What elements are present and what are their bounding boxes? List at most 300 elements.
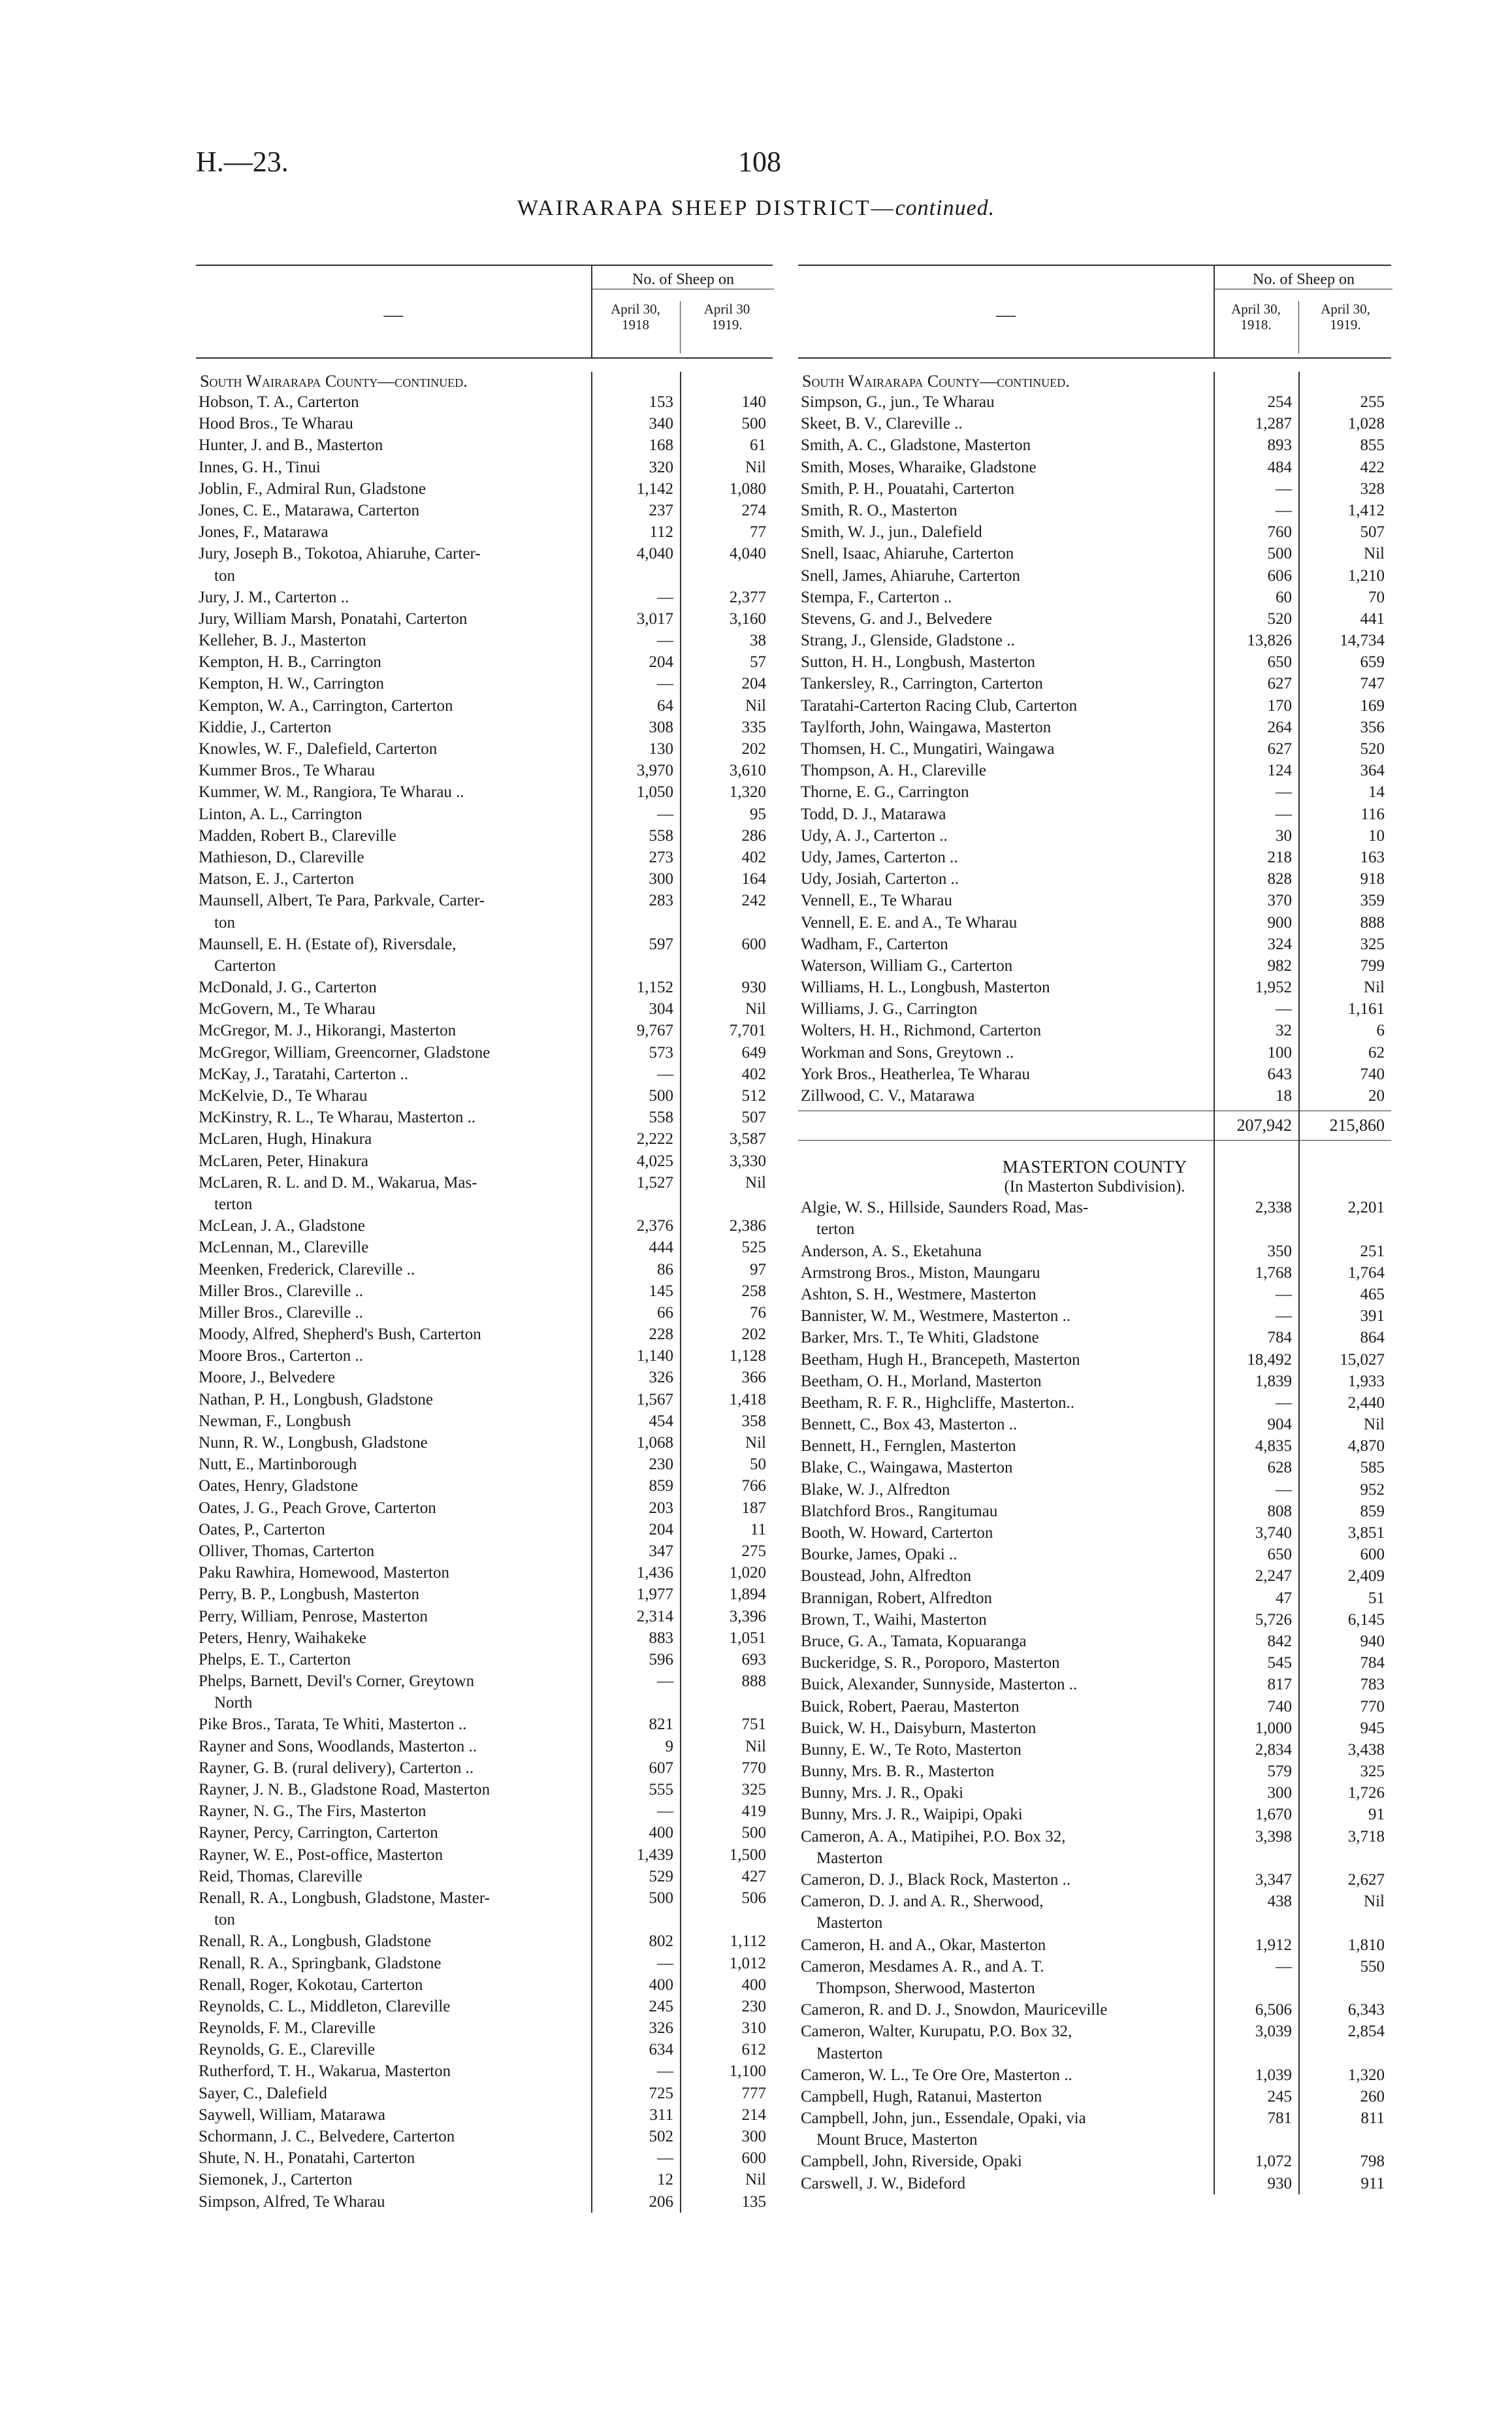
- table-row: [196, 1953, 773, 1974]
- left-table-body: [196, 372, 773, 2213]
- table-row: [798, 1587, 1391, 1609]
- sheep-1919: 1,112: [730, 1932, 766, 1951]
- sheep-1919: 274: [741, 501, 766, 519]
- sheep-1919: 402: [741, 848, 766, 866]
- table-row: [798, 1241, 1391, 1262]
- sheep-1918: 400: [649, 1976, 673, 1994]
- sheep-1919: 1,810: [1347, 1936, 1385, 1954]
- table-row: [196, 2147, 773, 2169]
- entry-name: Nunn, R. W., Longbush, Gladstone: [199, 1434, 428, 1452]
- sheep-1918: 2,338: [1255, 1199, 1292, 1217]
- sheep-1919: 770: [741, 1759, 766, 1777]
- sheep-1919: 1,051: [729, 1629, 766, 1647]
- entry-name: Moore, J., Belvedere: [199, 1369, 335, 1387]
- entry-name: Sutton, H. H., Longbush, Masterton: [801, 653, 1036, 672]
- table-row: [798, 478, 1391, 500]
- table-row: [798, 1064, 1391, 1085]
- sheep-1918: 545: [1267, 1654, 1292, 1672]
- table-row: [196, 1540, 773, 1562]
- sheep-1919: 204: [741, 675, 766, 693]
- table-row: [196, 1432, 773, 1454]
- totals-label: [798, 1111, 1214, 1140]
- sheep-1918: 9: [665, 1737, 673, 1755]
- totals-row: [798, 1111, 1391, 1141]
- sheep-1918: —: [1276, 1393, 1292, 1412]
- sheep-1918: 170: [1267, 696, 1292, 715]
- table-row: [196, 2191, 773, 2213]
- entry-name: Reynolds, F. M., Clareville: [199, 2019, 376, 2038]
- entry-name: Miller Bros., Clareville ..: [199, 1303, 364, 1322]
- table-row: [196, 1215, 773, 1237]
- table-row: [196, 1562, 773, 1584]
- entry-name: Newman, F., Longbush: [199, 1412, 351, 1430]
- table-row: [798, 1826, 1391, 1847]
- table-row: [798, 1414, 1391, 1435]
- sheep-1919: 57: [750, 653, 766, 672]
- sheep-1919: 918: [1360, 870, 1385, 888]
- table-row: [196, 847, 773, 868]
- entry-name: Rayner, Percy, Carrington, Carterton: [199, 1824, 438, 1842]
- sheep-1918: 1,142: [636, 480, 673, 498]
- entry-name: Boustead, John, Alfredton: [801, 1567, 972, 1586]
- entry-name: Perry, William, Penrose, Masterton: [199, 1607, 428, 1625]
- sheep-1918: —: [1276, 501, 1292, 519]
- sheep-1919: 328: [1360, 480, 1385, 498]
- sheep-1919: 3,396: [729, 1607, 766, 1625]
- table-row: [196, 1692, 773, 1714]
- table-row: [196, 1064, 773, 1085]
- table-row: [196, 1670, 773, 1692]
- entry-name: McKelvie, D., Te Wharau: [199, 1087, 368, 1105]
- table-row: [798, 1479, 1391, 1501]
- sheep-1918: 304: [649, 1000, 673, 1018]
- sheep-1919: 612: [741, 2041, 766, 2059]
- page-number: 108: [738, 146, 781, 178]
- table-row: [196, 2083, 773, 2104]
- sheep-1918: 454: [649, 1412, 673, 1430]
- sheep-1919: 251: [1360, 1242, 1385, 1260]
- table-row: [196, 587, 773, 608]
- entry-name: Blake, C., Waingawa, Masterton: [801, 1459, 1013, 1477]
- entry-name: Williams, H. L., Longbush, Masterton: [801, 979, 1050, 997]
- sheep-1918: 484: [1267, 458, 1292, 476]
- entry-name: Rutherford, T. H., Wakarua, Masterton: [199, 2062, 451, 2081]
- sheep-1919: 230: [741, 1997, 766, 2015]
- sheep-1919: 1,210: [1347, 566, 1385, 585]
- sheep-1918: 802: [649, 1932, 673, 1951]
- table-row: [196, 781, 773, 803]
- entry-name: McGovern, M., Te Wharau: [199, 1000, 376, 1018]
- sheep-1919: Nil: [1364, 979, 1385, 997]
- table-row: [196, 760, 773, 781]
- entry-name: Masterton: [816, 1849, 883, 1867]
- entry-name: McLaren, R. L. and D. M., Wakarua, Mas-: [199, 1173, 477, 1192]
- sheep-1919: 1,320: [1347, 2066, 1385, 2084]
- table-row: [798, 912, 1391, 934]
- sheep-1918: 4,835: [1255, 1437, 1292, 1455]
- table-row: [798, 977, 1391, 998]
- entry-name: Carswell, J. W., Bideford: [801, 2174, 966, 2192]
- sheep-1918: 112: [649, 523, 673, 542]
- entry-name: Bunny, Mrs. J. R., Opaki: [801, 1784, 964, 1802]
- entry-name: Udy, Josiah, Carterton ..: [801, 870, 959, 888]
- table-row: [196, 1454, 773, 1475]
- column-rule: [591, 372, 592, 2213]
- table-row: [196, 1800, 773, 1822]
- sheep-1918: 9,767: [636, 1022, 673, 1040]
- entry-name: Campbell, Hugh, Ratanui, Masterton: [801, 2087, 1042, 2106]
- sheep-1919: 888: [1360, 913, 1385, 932]
- table-row: [196, 543, 773, 564]
- sheep-1919: 422: [1360, 458, 1385, 476]
- table-row: [798, 1847, 1391, 1869]
- sheep-1918: 1,152: [636, 979, 673, 997]
- sheep-1919: 1,412: [1347, 501, 1385, 519]
- table-row: [196, 1974, 773, 1996]
- sheep-1918: 1,000: [1255, 1719, 1292, 1737]
- entry-name: Renall, R. A., Longbush, Gladstone, Master-: [199, 1889, 490, 1907]
- table-row: [196, 1107, 773, 1128]
- sheep-header-title: No. of Sheep on: [1215, 266, 1392, 289]
- entry-name: Vennell, E. E. and A., Te Wharau: [801, 913, 1018, 932]
- table-row: [196, 1042, 773, 1064]
- entry-name: Kempton, W. A., Carrington, Carterton: [199, 696, 453, 715]
- table-row: [798, 1085, 1391, 1107]
- table-row: [798, 1782, 1391, 1804]
- sheep-1919: 400: [741, 1976, 766, 1994]
- sheep-1918: 168: [649, 436, 673, 455]
- header-1918-line2: 1918: [622, 317, 649, 333]
- entry-name: Taratahi-Carterton Racing Club, Carterton: [801, 696, 1078, 715]
- sheep-1919: [1298, 2129, 1391, 2151]
- sheep-1918: —: [657, 805, 673, 823]
- sheep-1918: 350: [1267, 1242, 1292, 1260]
- sheep-1919: 600: [741, 2149, 766, 2168]
- sheep-1919: 2,386: [729, 1217, 766, 1235]
- table-row: [798, 1262, 1391, 1284]
- sheep-1918: —: [1276, 783, 1292, 802]
- entry-name: Tankersley, R., Carrington, Carterton: [801, 675, 1043, 693]
- sheep-1919: 51: [1368, 1589, 1385, 1607]
- table-row: [798, 391, 1391, 413]
- sheep-1918: 821: [649, 1716, 673, 1734]
- table-row: [798, 1696, 1391, 1717]
- sheep-1919: 61: [750, 436, 766, 455]
- table-row: [798, 868, 1391, 890]
- table-row: [798, 1912, 1391, 1934]
- sheep-1918: —: [657, 2149, 673, 2168]
- entry-name: Renall, Roger, Kokotau, Carterton: [199, 1976, 423, 1994]
- entry-name: Jury, J. M., Carterton ..: [199, 588, 349, 606]
- table-row: [196, 1822, 773, 1844]
- sheep-1919: 465: [1360, 1285, 1385, 1303]
- sheep-1919: 507: [1360, 523, 1385, 542]
- sheep-1919: 3,330: [729, 1152, 766, 1170]
- sheep-1918: 145: [649, 1282, 673, 1300]
- sheep-1918: 740: [1267, 1697, 1292, 1716]
- sheep-1919: 2,627: [1347, 1871, 1385, 1889]
- sheep-1919: 512: [741, 1087, 766, 1105]
- entry-name: Hunter, J. and B., Masterton: [199, 436, 383, 455]
- entry-name: Brown, T., Waihi, Masterton: [801, 1610, 987, 1629]
- sheep-1918: 558: [649, 826, 673, 845]
- sheep-1919: 2,854: [1347, 2023, 1385, 2041]
- sheep-1919: 11: [750, 1520, 766, 1538]
- sheep-1919: 859: [1360, 1502, 1385, 1520]
- entry-name: Stevens, G. and J., Belvedere: [801, 610, 992, 628]
- entry-name: Cameron, R. and D. J., Snowdon, Mauriceville: [801, 2001, 1108, 2019]
- sheep-1918: [591, 955, 680, 977]
- sheep-1919: 366: [741, 1369, 766, 1387]
- sheep-1919: 1,764: [1347, 1263, 1385, 1282]
- entry-name: Campbell, John, Riverside, Opaki: [801, 2153, 1022, 2171]
- sheep-1918: 1,072: [1255, 2153, 1292, 2171]
- entry-name: Simpson, Alfred, Te Wharau: [199, 2192, 385, 2211]
- right-rows: [798, 391, 1391, 1107]
- table-row: [798, 1891, 1391, 1912]
- table-row: [196, 2169, 773, 2190]
- header-1918: [1214, 301, 1298, 333]
- sheep-1919: 2,201: [1347, 1199, 1385, 1217]
- sheep-1918: 203: [649, 1499, 673, 1517]
- entry-name: McLaren, Hugh, Hinakura: [199, 1130, 372, 1148]
- entry-name: Kempton, H. B., Carrington: [199, 653, 381, 672]
- entry-name: Beetham, O. H., Morland, Masterton: [801, 1372, 1042, 1390]
- entry-name: Brannigan, Robert, Alfredton: [801, 1589, 992, 1607]
- table-row: [798, 1284, 1391, 1305]
- entry-name: Nutt, E., Martinborough: [199, 1455, 357, 1474]
- sheep-1919: 1,100: [729, 2062, 766, 2081]
- sheep-1918: 64: [657, 696, 673, 715]
- table-row: [798, 1435, 1391, 1457]
- sheep-1919: 140: [741, 393, 766, 411]
- sheep-1918: 32: [1276, 1022, 1292, 1040]
- sheep-1919: 500: [741, 1824, 766, 1842]
- sheep-1919: 15,027: [1340, 1350, 1385, 1369]
- entry-name: Kummer, W. M., Rangiora, Te Wharau ..: [199, 783, 464, 802]
- left-rows: [196, 391, 773, 2213]
- sheep-1918: 444: [649, 1239, 673, 1257]
- sheep-1919: 747: [1360, 675, 1385, 693]
- entry-name: Hood Bros., Te Wharau: [199, 415, 353, 433]
- table-row: [196, 2060, 773, 2082]
- sheep-1918: 153: [649, 393, 673, 411]
- entry-name: Miller Bros., Clareville ..: [199, 1282, 364, 1300]
- table-row: [196, 1736, 773, 1757]
- table-row: [798, 630, 1391, 651]
- entry-name: Bourke, James, Opaki ..: [801, 1546, 957, 1564]
- sheep-1918: 627: [1267, 675, 1292, 693]
- entry-name: Blake, W. J., Alfredton: [801, 1480, 950, 1499]
- entry-name: Joblin, F., Admiral Run, Gladstone: [199, 480, 426, 498]
- sheep-1919: Nil: [745, 696, 766, 715]
- sheep-1919: 506: [741, 1889, 766, 1907]
- sheep-1919: 202: [741, 1325, 766, 1344]
- sheep-1918: 370: [1267, 892, 1292, 910]
- sheep-1919: 811: [1360, 2109, 1385, 2128]
- table-row: [196, 804, 773, 825]
- table-row: [196, 630, 773, 651]
- sheep-1918: [1214, 1912, 1298, 1934]
- sheep-1918: [1214, 1847, 1298, 1869]
- entry-name: McLaren, Peter, Hinakura: [199, 1152, 368, 1170]
- sheep-1919: 1,080: [729, 480, 766, 498]
- entry-name: Smith, W. J., jun., Dalefield: [801, 523, 982, 542]
- entry-name: Shute, N. H., Ponatahi, Carterton: [199, 2149, 415, 2168]
- entry-name: Hobson, T. A., Carterton: [199, 393, 359, 411]
- header-1918-line1: April 30,: [1231, 301, 1281, 317]
- table-row: [798, 1218, 1391, 1240]
- section-heading: South Wairarapa County—continued.: [200, 372, 468, 391]
- entry-name: Kelleher, B. J., Masterton: [199, 632, 366, 650]
- sheep-1918: —: [657, 2062, 673, 2081]
- sheep-1918: 228: [649, 1325, 673, 1344]
- sheep-1918: —: [1276, 1480, 1292, 1499]
- table-row: [196, 1844, 773, 1866]
- header-1918-line1: April 30,: [611, 301, 660, 317]
- sheep-1918: 245: [649, 1997, 673, 2015]
- sheep-1919: 427: [741, 1867, 766, 1885]
- entry-name: Buckeridge, S. R., Poroporo, Masterton: [801, 1654, 1060, 1672]
- table-row: [798, 2173, 1391, 2194]
- sheep-1918: 828: [1267, 870, 1292, 888]
- table-row: [798, 1544, 1391, 1565]
- entry-name: Bunny, E. W., Te Roto, Masterton: [801, 1740, 1021, 1759]
- sheep-1918: 573: [649, 1043, 673, 1062]
- sheep-1918: 130: [649, 740, 673, 758]
- entry-name: Bannister, W. M., Westmere, Masterton ..: [801, 1307, 1071, 1325]
- right-table-header: [798, 265, 1391, 359]
- sheep-1919: 325: [741, 1781, 766, 1798]
- table-row: [798, 543, 1391, 564]
- sheep-1918: 859: [649, 1477, 673, 1495]
- entry-name: Skeet, B. V., Clareville ..: [801, 415, 963, 433]
- sheep-1918: 6,506: [1255, 2001, 1292, 2019]
- sheep-1919: Nil: [1364, 545, 1385, 563]
- county-subheading: (In Masterton Subdivision).: [1004, 1178, 1185, 1196]
- sheep-1918: 1,670: [1255, 1806, 1292, 1824]
- sheep-1918: 2,222: [636, 1130, 673, 1148]
- entry-name: Phelps, Barnett, Devil's Corner, Greytown: [199, 1672, 475, 1691]
- entry-name: Perry, B. P., Longbush, Masterton: [199, 1586, 419, 1604]
- sheep-1918: 4,025: [636, 1152, 673, 1170]
- sheep-1919: Nil: [1364, 1893, 1385, 1911]
- table-row: [196, 413, 773, 434]
- header-1919-line1: April 30: [703, 301, 750, 317]
- sheep-1918: 18,492: [1247, 1350, 1292, 1369]
- table-row: [196, 434, 773, 456]
- sheep-1919: 325: [1360, 1763, 1385, 1781]
- sheep-1919: [1298, 2043, 1391, 2064]
- sheep-1919: 260: [1360, 2087, 1385, 2106]
- table-row: [798, 1804, 1391, 1825]
- entry-name: Siemonek, J., Carterton: [199, 2171, 353, 2189]
- table-row: [196, 500, 773, 521]
- entry-name: Phelps, E. T., Carterton: [199, 1650, 351, 1668]
- sheep-1919: 258: [741, 1282, 766, 1300]
- sheep-1919: 740: [1360, 1065, 1385, 1083]
- sheep-1918: [1214, 2043, 1298, 2064]
- sheep-1918: 218: [1267, 848, 1292, 866]
- sheep-1919: 95: [750, 805, 766, 823]
- table-row: [798, 1977, 1391, 1999]
- sheep-1918: 4,040: [636, 545, 673, 563]
- entry-name: Cameron, H. and A., Okar, Masterton: [801, 1936, 1046, 1954]
- table-row: [196, 1996, 773, 2017]
- sheep-1918: 264: [1267, 718, 1292, 736]
- entry-name: Maunsell, E. H. (Estate of), Riversdale,: [199, 935, 457, 953]
- sheep-1918: 438: [1267, 1893, 1292, 1911]
- sheep-1919: 649: [741, 1043, 766, 1062]
- entry-name: Wadham, F., Carterton: [801, 935, 948, 953]
- sheep-1919: 1,894: [729, 1586, 766, 1604]
- sheep-1918: 643: [1267, 1065, 1292, 1083]
- sheep-1918: [591, 912, 680, 934]
- sheep-1918: 400: [649, 1824, 673, 1842]
- table-row: [798, 825, 1391, 847]
- sheep-1918: —: [657, 1802, 673, 1821]
- entry-name: Smith, Moses, Wharaike, Gladstone: [801, 458, 1037, 476]
- sheep-1918: 1,952: [1255, 979, 1292, 997]
- entry-name: Bunny, Mrs. B. R., Masterton: [801, 1763, 995, 1781]
- sheep-1918: 311: [649, 2106, 673, 2124]
- sheep-1918: 1,527: [636, 1173, 673, 1192]
- entry-name: Todd, D. J., Matarawa: [801, 805, 946, 823]
- sheep-1918: 1,439: [636, 1846, 673, 1864]
- entry-name: Reynolds, C. L., Middleton, Clareville: [199, 1997, 451, 2015]
- sheep-1919: 4,040: [729, 545, 766, 563]
- sheep-1919: 310: [741, 2019, 766, 2038]
- table-row: [798, 1392, 1391, 1414]
- sheep-1918: —: [657, 1672, 673, 1691]
- sheep-1919: 187: [741, 1499, 766, 1517]
- sheep-1918: [591, 565, 680, 587]
- table-row: [798, 608, 1391, 630]
- entry-name: Simpson, G., jun., Te Wharau: [801, 393, 995, 411]
- sheep-1918: 607: [649, 1759, 673, 1777]
- table-row: [798, 1371, 1391, 1392]
- sheep-1918: 66: [657, 1303, 673, 1322]
- table-row: [798, 1761, 1391, 1782]
- sheep-1919: 1,012: [729, 1954, 766, 1972]
- entry-name: Carterton: [214, 956, 276, 975]
- sheep-1918: 13,826: [1247, 632, 1292, 650]
- sheep-1919: 6,343: [1347, 2001, 1385, 2019]
- column-rule: [1298, 372, 1300, 2194]
- sheep-1919: 62: [1368, 1043, 1385, 1062]
- sheep-1918: 254: [1267, 393, 1292, 411]
- sheep-1919: 525: [741, 1239, 766, 1257]
- table-row: [196, 1280, 773, 1302]
- sheep-1919: 325: [1360, 935, 1385, 953]
- entry-name: Anderson, A. S., Eketahuna: [801, 1242, 982, 1260]
- sheep-1918: 634: [649, 2041, 673, 2059]
- sheep-1919: [1298, 1912, 1391, 1934]
- table-row: [798, 1522, 1391, 1544]
- entry-name: Jury, William Marsh, Ponatahi, Carterton: [199, 610, 468, 628]
- sheep-1918: 502: [649, 2128, 673, 2145]
- entry-name: Blatchford Bros., Rangitumau: [801, 1502, 998, 1520]
- entry-name: McKay, J., Taratahi, Carterton ..: [199, 1065, 409, 1083]
- entry-name: Vennell, E., Te Wharau: [801, 892, 952, 910]
- sheep-1918: 520: [1267, 610, 1292, 628]
- entry-name: Reid, Thomas, Clareville: [199, 1867, 362, 1885]
- table-row: [798, 2064, 1391, 2086]
- sheep-1918: 1,287: [1255, 415, 1292, 433]
- table-row: [196, 825, 773, 847]
- sheep-1918: 650: [1267, 653, 1292, 672]
- sheep-1918: 558: [649, 1109, 673, 1127]
